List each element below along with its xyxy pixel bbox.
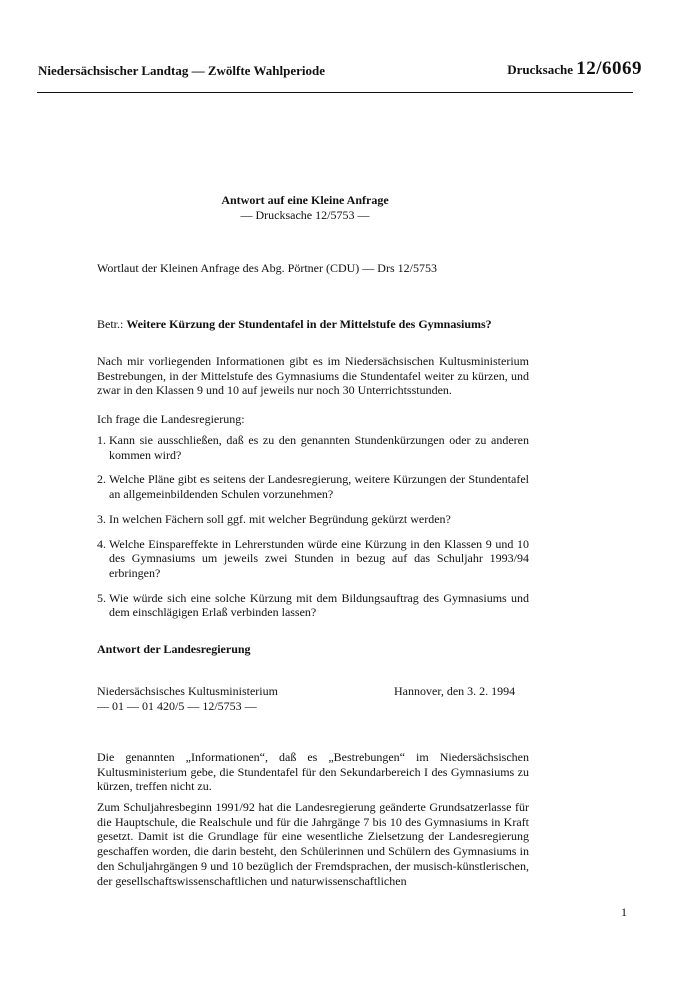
question-text: Wie würde sich eine solche Kürzung mit dem Bildungsauftrag des Gymnasiums und dem einschlägigen Erlaß verbinden lassen? [109,590,529,620]
header-parliament: Niedersächsischer Landtag — Zwölfte Wahlperiode [38,63,325,78]
betreff-text: Weitere Kürzung der Stundentafel in der Mittelstufe des Gymnasiums? [126,317,492,331]
question-number: 2. [97,472,106,487]
question-item [97,537,529,581]
wortlaut-line: Wortlaut der Kleinen Anfrage des Abg. Pörtner (CDU) — Drs 12/5753 [97,261,437,275]
drucksache-label: Drucksache [507,62,573,77]
answer-heading: Antwort der Landesregierung [97,642,251,656]
question-number: 1. [97,433,106,447]
question-item [97,472,529,501]
question-text: Welche Einspareffekte in Lehrerstunden würde eine Kürzung in den Klassen 9 und 10 des Gymnasiums um jeweils zwei Stunden in bezug auf das Schuljahr 1993/94 erbringen? [109,536,529,580]
intro-paragraph: Nach mir vorliegenden Informationen gibt es im Niedersächsischen Kultusministerium Bestrebungen, in der Mittelstufe des Gymnasiums die Stundentafel weiter zu kürzen, und zwar in den Klassen 9 und 10 auf jeweils nur noch 30 Unterrichtsstunden. [97,354,529,398]
betreff-prefix: Betr.: [97,317,124,331]
question-number: 3. [97,511,106,526]
answer-paragraph: Zum Schuljahresbeginn 1991/92 hat die Landesregierung geänderte Grundsatzerlasse für die Hauptschule, die Realschule und für die Jahrgänge 7 bis 10 des Gymnasiums in Kraft gesetzt. Damit ist die Grundlage für eine wesentliche Zielsetzung der Landesregierung geschaffen worden, die darin besteht, den Schülerinnen und Schülern des Gymnasiums in den Schuljahrgängen 9 und 10 bezüglich der Fremdsprachen, der musisch-künstlerischen, der gesellschaftswissenschaftlichen und naturwissenschaftlichen [97,800,529,888]
drucksache-number: 12/6069 [576,58,642,79]
header-drucksache [507,58,642,80]
question-item [97,591,529,620]
ministry-reference: — 01 — 01 420/5 — 12/5753 — [97,699,257,713]
ministry-name: Niedersächsisches Kultusministerium [97,684,278,698]
question-number: 4. [97,536,106,551]
document-subtitle: — Drucksache 12/5753 — [240,208,370,222]
page-number: 1 [621,905,627,919]
question-item [97,433,529,462]
place-date: Hannover, den 3. 2. 1994 [394,684,516,698]
answer-paragraph: Die genannten „Informationen“, daß es „Bestrebungen“ im Niedersächsischen Kultusministerium gebe, die Stundentafel für den Sekundarbereich I des Gymnasiums zu kürzen, treffen nicht zu. [97,750,529,794]
question-item [97,512,529,527]
betreff-line [97,317,529,332]
question-text: Kann sie ausschließen, daß es zu den genannten Stundenkürzungen oder zu anderen kommen wird? [109,433,529,462]
question-text: Welche Pläne gibt es seitens der Landesregierung, weitere Kürzungen der Stundentafel an allgemeinbildenden Schulen vorzunehmen? [109,472,529,502]
document-title: Antwort auf eine Kleine Anfrage [221,193,389,207]
question-intro: Ich frage die Landesregierung: [97,412,245,426]
header-rule [37,92,633,93]
question-text: In welchen Fächern soll ggf. mit welcher Begründung gekürzt werden? [109,511,451,526]
question-list [97,433,529,630]
question-number: 5. [97,590,106,605]
